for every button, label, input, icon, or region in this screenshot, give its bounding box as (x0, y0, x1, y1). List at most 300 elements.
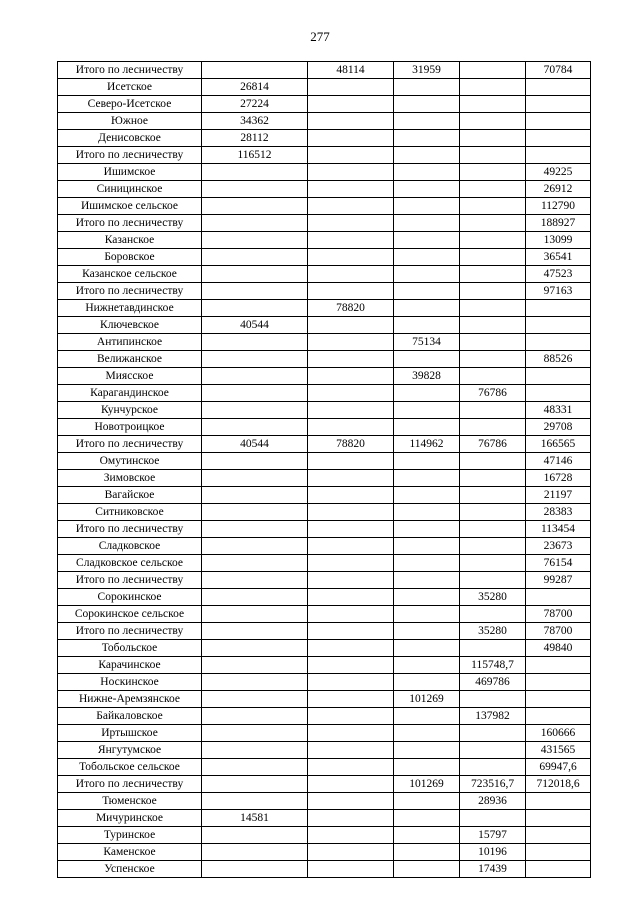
value-cell (460, 249, 526, 266)
value-cell (394, 96, 460, 113)
row-label-cell: Ситниковское (58, 504, 202, 521)
value-cell: 23673 (526, 538, 591, 555)
value-cell: 26912 (526, 181, 591, 198)
value-cell: 75134 (394, 334, 460, 351)
value-cell (394, 181, 460, 198)
value-cell: 723516,7 (460, 776, 526, 793)
table-row (58, 419, 591, 436)
table-row (58, 198, 591, 215)
row-label-cell: Южное (58, 113, 202, 130)
row-label-cell: Итого по лесничеству (58, 147, 202, 164)
value-cell (460, 266, 526, 283)
value-cell (460, 402, 526, 419)
value-cell (460, 453, 526, 470)
value-cell (526, 334, 591, 351)
value-cell (202, 538, 308, 555)
value-cell (460, 232, 526, 249)
row-label-cell: Носкинское (58, 674, 202, 691)
table-row (58, 317, 591, 334)
value-cell (202, 453, 308, 470)
value-cell: 16728 (526, 470, 591, 487)
table-row (58, 470, 591, 487)
value-cell (460, 62, 526, 79)
table-row (58, 521, 591, 538)
value-cell: 469786 (460, 674, 526, 691)
value-cell (526, 861, 591, 878)
value-cell (308, 555, 394, 572)
value-cell (394, 742, 460, 759)
value-cell (460, 470, 526, 487)
value-cell: 31959 (394, 62, 460, 79)
value-cell (526, 708, 591, 725)
value-cell (308, 606, 394, 623)
value-cell: 28112 (202, 130, 308, 147)
value-cell (460, 419, 526, 436)
value-cell (202, 249, 308, 266)
table-row (58, 368, 591, 385)
value-cell (202, 402, 308, 419)
value-cell (460, 725, 526, 742)
row-label-cell: Иртышское (58, 725, 202, 742)
value-cell (202, 589, 308, 606)
row-label-cell: Новотроицкое (58, 419, 202, 436)
value-cell (202, 521, 308, 538)
value-cell (202, 198, 308, 215)
row-label-cell: Тобольское (58, 640, 202, 657)
value-cell: 78820 (308, 300, 394, 317)
value-cell (460, 181, 526, 198)
value-cell: 27224 (202, 96, 308, 113)
value-cell: 48331 (526, 402, 591, 419)
value-cell (460, 113, 526, 130)
value-cell (308, 266, 394, 283)
value-cell (308, 742, 394, 759)
value-cell (202, 470, 308, 487)
row-label-cell: Итого по лесничеству (58, 436, 202, 453)
table-row (58, 776, 591, 793)
value-cell (460, 759, 526, 776)
value-cell (308, 215, 394, 232)
value-cell (460, 351, 526, 368)
value-cell: 10196 (460, 844, 526, 861)
row-label-cell: Ишимское сельское (58, 198, 202, 215)
row-label-cell: Омутинское (58, 453, 202, 470)
row-label-cell: Нижнетавдинское (58, 300, 202, 317)
table-row (58, 300, 591, 317)
value-cell (308, 147, 394, 164)
value-cell (394, 283, 460, 300)
row-label-cell: Синицинское (58, 181, 202, 198)
row-label-cell: Итого по лесничеству (58, 215, 202, 232)
value-cell (460, 283, 526, 300)
value-cell (394, 793, 460, 810)
table-row (58, 385, 591, 402)
value-cell (460, 96, 526, 113)
table-row (58, 759, 591, 776)
row-label-cell: Тобольское сельское (58, 759, 202, 776)
value-cell (394, 725, 460, 742)
value-cell (460, 198, 526, 215)
table-row (58, 351, 591, 368)
table-row (58, 844, 591, 861)
value-cell: 78700 (526, 623, 591, 640)
row-label-cell: Антипинское (58, 334, 202, 351)
value-cell: 137982 (460, 708, 526, 725)
value-cell (394, 708, 460, 725)
value-cell (202, 742, 308, 759)
value-cell (526, 113, 591, 130)
value-cell (308, 708, 394, 725)
value-cell: 188927 (526, 215, 591, 232)
value-cell: 36541 (526, 249, 591, 266)
value-cell (460, 555, 526, 572)
value-cell (394, 861, 460, 878)
table-row (58, 215, 591, 232)
value-cell (394, 130, 460, 147)
value-cell (460, 164, 526, 181)
value-cell (394, 657, 460, 674)
value-cell (202, 368, 308, 385)
table-row (58, 249, 591, 266)
value-cell: 431565 (526, 742, 591, 759)
value-cell (394, 164, 460, 181)
table-row (58, 487, 591, 504)
value-cell (394, 572, 460, 589)
value-cell (202, 215, 308, 232)
row-label-cell: Байкаловское (58, 708, 202, 725)
value-cell (308, 113, 394, 130)
value-cell (202, 487, 308, 504)
value-cell (526, 300, 591, 317)
value-cell (460, 300, 526, 317)
value-cell: 29708 (526, 419, 591, 436)
table-row (58, 453, 591, 470)
value-cell (394, 147, 460, 164)
value-cell (308, 538, 394, 555)
value-cell (308, 487, 394, 504)
value-cell (202, 640, 308, 657)
row-label-cell: Карагандинское (58, 385, 202, 402)
value-cell (526, 810, 591, 827)
table-row (58, 827, 591, 844)
table-row (58, 79, 591, 96)
value-cell (202, 759, 308, 776)
row-label-cell: Каменское (58, 844, 202, 861)
table-row (58, 810, 591, 827)
value-cell (308, 232, 394, 249)
value-cell (202, 606, 308, 623)
row-label-cell: Успенское (58, 861, 202, 878)
value-cell (308, 691, 394, 708)
value-cell (202, 181, 308, 198)
row-label-cell: Сладковское (58, 538, 202, 555)
value-cell: 49840 (526, 640, 591, 657)
row-label-cell: Итого по лесничеству (58, 283, 202, 300)
value-cell: 160666 (526, 725, 591, 742)
value-cell: 114962 (394, 436, 460, 453)
row-label-cell: Итого по лесничеству (58, 572, 202, 589)
value-cell (308, 861, 394, 878)
value-cell: 40544 (202, 436, 308, 453)
table-row (58, 436, 591, 453)
value-cell: 101269 (394, 776, 460, 793)
table-row (58, 334, 591, 351)
value-cell (460, 691, 526, 708)
row-label-cell: Исетское (58, 79, 202, 96)
value-cell (202, 623, 308, 640)
row-label-cell: Сладковское сельское (58, 555, 202, 572)
value-cell (308, 589, 394, 606)
value-cell (394, 79, 460, 96)
value-cell: 101269 (394, 691, 460, 708)
value-cell (202, 351, 308, 368)
value-cell (526, 147, 591, 164)
table-row (58, 504, 591, 521)
value-cell (308, 844, 394, 861)
table-row (58, 113, 591, 130)
value-cell (394, 419, 460, 436)
value-cell (308, 759, 394, 776)
value-cell (394, 810, 460, 827)
value-cell (308, 623, 394, 640)
row-label-cell: Казанское (58, 232, 202, 249)
value-cell (308, 385, 394, 402)
value-cell (460, 147, 526, 164)
value-cell: 70784 (526, 62, 591, 79)
value-cell: 26814 (202, 79, 308, 96)
table-row (58, 402, 591, 419)
value-cell: 49225 (526, 164, 591, 181)
value-cell: 115748,7 (460, 657, 526, 674)
value-cell: 35280 (460, 623, 526, 640)
value-cell (202, 674, 308, 691)
value-cell (526, 793, 591, 810)
value-cell (308, 351, 394, 368)
value-cell (394, 453, 460, 470)
value-cell (308, 521, 394, 538)
value-cell (394, 215, 460, 232)
row-label-cell: Нижне-Аремзянское (58, 691, 202, 708)
table-row (58, 283, 591, 300)
value-cell (308, 317, 394, 334)
value-cell (526, 79, 591, 96)
value-cell (394, 759, 460, 776)
value-cell (394, 623, 460, 640)
value-cell (202, 504, 308, 521)
value-cell (308, 504, 394, 521)
value-cell (394, 351, 460, 368)
value-cell (308, 198, 394, 215)
row-label-cell: Ключевское (58, 317, 202, 334)
value-cell: 166565 (526, 436, 591, 453)
value-cell (526, 657, 591, 674)
value-cell (202, 657, 308, 674)
row-label-cell: Сорокинское (58, 589, 202, 606)
row-label-cell: Кунчурское (58, 402, 202, 419)
value-cell: 47523 (526, 266, 591, 283)
value-cell: 14581 (202, 810, 308, 827)
row-label-cell: Зимовское (58, 470, 202, 487)
row-label-cell: Карачинское (58, 657, 202, 674)
table-row (58, 691, 591, 708)
table-row (58, 147, 591, 164)
table-row (58, 555, 591, 572)
table-row (58, 674, 591, 691)
value-cell (308, 572, 394, 589)
value-cell (202, 334, 308, 351)
value-cell (460, 606, 526, 623)
value-cell: 78700 (526, 606, 591, 623)
row-label-cell: Тюменское (58, 793, 202, 810)
value-cell (202, 283, 308, 300)
value-cell: 99287 (526, 572, 591, 589)
value-cell (394, 504, 460, 521)
table-row (58, 266, 591, 283)
value-cell (308, 79, 394, 96)
value-cell (394, 606, 460, 623)
value-cell: 69947,6 (526, 759, 591, 776)
value-cell: 76786 (460, 436, 526, 453)
value-cell (394, 555, 460, 572)
row-label-cell: Северо-Исетское (58, 96, 202, 113)
value-cell (394, 674, 460, 691)
value-cell (308, 283, 394, 300)
value-cell: 76154 (526, 555, 591, 572)
value-cell: 15797 (460, 827, 526, 844)
row-label-cell: Миясское (58, 368, 202, 385)
page-number: 277 (310, 29, 330, 44)
value-cell (308, 640, 394, 657)
value-cell (526, 385, 591, 402)
value-cell: 21197 (526, 487, 591, 504)
table-row (58, 589, 591, 606)
value-cell (308, 793, 394, 810)
value-cell (460, 334, 526, 351)
table-row (58, 96, 591, 113)
value-cell: 28936 (460, 793, 526, 810)
row-label-cell: Итого по лесничеству (58, 62, 202, 79)
value-cell: 97163 (526, 283, 591, 300)
value-cell (202, 300, 308, 317)
value-cell (202, 232, 308, 249)
row-label-cell: Янгутумское (58, 742, 202, 759)
value-cell (308, 810, 394, 827)
value-cell (394, 266, 460, 283)
table-row (58, 606, 591, 623)
value-cell: 47146 (526, 453, 591, 470)
value-cell (526, 844, 591, 861)
value-cell (526, 130, 591, 147)
value-cell (460, 572, 526, 589)
table-row (58, 657, 591, 674)
value-cell (202, 419, 308, 436)
table-row (58, 742, 591, 759)
value-cell (394, 317, 460, 334)
value-cell (202, 266, 308, 283)
value-cell: 34362 (202, 113, 308, 130)
value-cell (460, 368, 526, 385)
table-row (58, 640, 591, 657)
value-cell: 48114 (308, 62, 394, 79)
row-label-cell: Ишимское (58, 164, 202, 181)
value-cell (394, 385, 460, 402)
value-cell (308, 827, 394, 844)
value-cell (308, 419, 394, 436)
row-label-cell: Туринское (58, 827, 202, 844)
table-row (58, 623, 591, 640)
value-cell (308, 164, 394, 181)
value-cell: 116512 (202, 147, 308, 164)
value-cell (394, 538, 460, 555)
value-cell (394, 487, 460, 504)
value-cell: 28383 (526, 504, 591, 521)
value-cell (460, 504, 526, 521)
value-cell (460, 79, 526, 96)
value-cell: 76786 (460, 385, 526, 402)
value-cell (202, 62, 308, 79)
value-cell (202, 708, 308, 725)
value-cell (308, 334, 394, 351)
table-row (58, 130, 591, 147)
value-cell (308, 725, 394, 742)
value-cell (308, 776, 394, 793)
value-cell (308, 130, 394, 147)
value-cell (526, 317, 591, 334)
value-cell (308, 453, 394, 470)
value-cell (394, 844, 460, 861)
value-cell (526, 827, 591, 844)
row-label-cell: Сорокинское сельское (58, 606, 202, 623)
value-cell (526, 368, 591, 385)
value-cell (308, 470, 394, 487)
value-cell (460, 487, 526, 504)
value-cell (202, 572, 308, 589)
table-row (58, 572, 591, 589)
value-cell (394, 589, 460, 606)
value-cell: 40544 (202, 317, 308, 334)
value-cell (202, 827, 308, 844)
value-cell (308, 674, 394, 691)
value-cell (460, 130, 526, 147)
value-cell (460, 810, 526, 827)
table-row (58, 62, 591, 79)
value-cell (394, 113, 460, 130)
value-cell (308, 402, 394, 419)
value-cell (202, 844, 308, 861)
table-row (58, 232, 591, 249)
table-row (58, 725, 591, 742)
value-cell (202, 555, 308, 572)
value-cell (202, 385, 308, 402)
value-cell (394, 232, 460, 249)
table-row (58, 861, 591, 878)
value-cell: 78820 (308, 436, 394, 453)
value-cell (202, 861, 308, 878)
value-cell (308, 249, 394, 266)
table-row (58, 181, 591, 198)
forestry-table (57, 61, 591, 878)
row-label-cell: Вагайское (58, 487, 202, 504)
value-cell (202, 776, 308, 793)
value-cell (526, 691, 591, 708)
table-row (58, 793, 591, 810)
value-cell: 88526 (526, 351, 591, 368)
value-cell: 712018,6 (526, 776, 591, 793)
value-cell (460, 538, 526, 555)
row-label-cell: Велижанское (58, 351, 202, 368)
value-cell (308, 96, 394, 113)
row-label-cell: Боровское (58, 249, 202, 266)
